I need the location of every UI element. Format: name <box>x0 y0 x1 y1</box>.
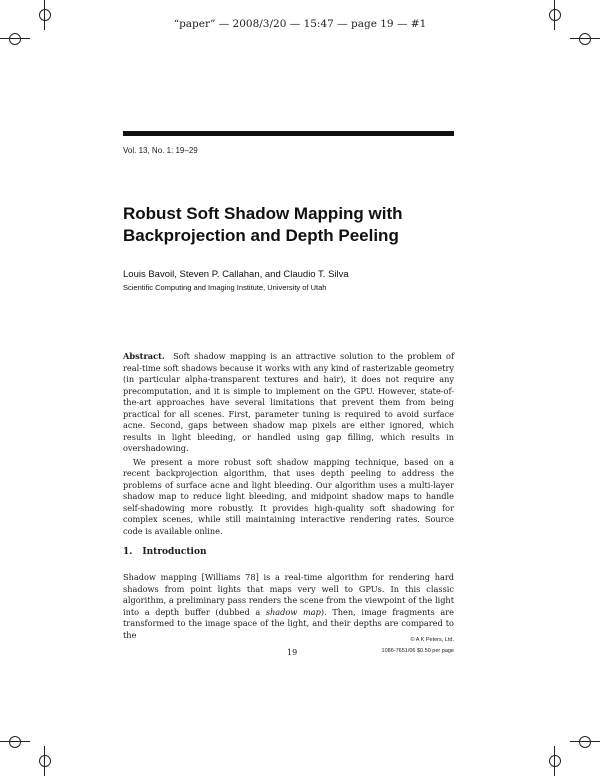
section-title: Introduction <box>142 547 207 557</box>
paper-title <box>123 203 463 247</box>
title-line-2: Backprojection and Depth Peeling <box>123 226 399 245</box>
journal-info: Vol. 13, No. 1: 19–29 <box>123 146 198 155</box>
authors: Louis Bavoil, Steven P. Callahan, and Claudio T. Silva <box>123 269 349 280</box>
intro-emphasis: shadow map <box>265 606 321 617</box>
copyright: © A K Peters, Ltd. <box>410 637 454 643</box>
section-number: 1. <box>123 547 133 557</box>
registration-mark-bottom-right <box>540 746 570 776</box>
intro-text-continued: ). Then, image fragments are transformed to the image space of the light, and their depths are compared to the <box>123 606 455 640</box>
abstract-paragraph-2: We present a more robust soft shadow mapping technique, based on a recent backprojection algorithm, that uses depth peeling to address the problems of surface acne and light bleeding. Our algorithm uses a multi-layer shadow map to reduce light bleeding, and midpoint shadow maps to handle self-shadowing more robustly. It provides high-quality soft shadowing for complex scenes, while still maintaining interactive rendering rates. Source code is available online. <box>123 456 454 536</box>
section-heading <box>123 547 207 557</box>
introduction-paragraph <box>123 572 454 641</box>
running-header: “paper” — 2008/3/20 — 15:47 — page 19 — #1 <box>173 18 427 30</box>
registration-mark-bottom-left <box>30 746 60 776</box>
affiliation: Scientific Computing and Imaging Institute, University of Utah <box>123 283 327 292</box>
registration-mark-bottom-right-side <box>570 727 600 757</box>
title-rule <box>123 131 454 136</box>
intro-text: Shadow mapping [Williams 78] is a real-time algorithm for rendering hard shadows from point lights that maps very well to GPUs. In this classic algorithm, a preliminary pass renders the scene from the viewpoint of the light into a depth buffer (dubbed a <box>123 572 454 617</box>
title-line-1: Robust Soft Shadow Mapping with <box>123 204 403 223</box>
abstract-text-1: Soft shadow mapping is an attractive solution to the problem of real-time soft shadows because it works with any kind of rasterizable geometry (in particular alpha-transparent textures and hair), it does not require any precomputation, and it is simple to implement on the GPU. However, state-of-the-art approaches have several limitations that prevent them from being practical for all scenes. First, parameter tuning is required to avoid surface acne. Second, gaps between shadow map pixels are either ignored, which results in light bleeding, or handled using gap filling, which results in overshadowing. <box>123 351 454 453</box>
abstract-label: Abstract. <box>123 351 165 361</box>
page-number: 19 <box>287 648 298 657</box>
abstract <box>123 351 454 537</box>
abstract-paragraph-1 <box>123 351 454 455</box>
issn-price: 1086-7651/06 $0.50 per page <box>381 648 454 654</box>
registration-mark-bottom-left-side <box>0 727 30 757</box>
